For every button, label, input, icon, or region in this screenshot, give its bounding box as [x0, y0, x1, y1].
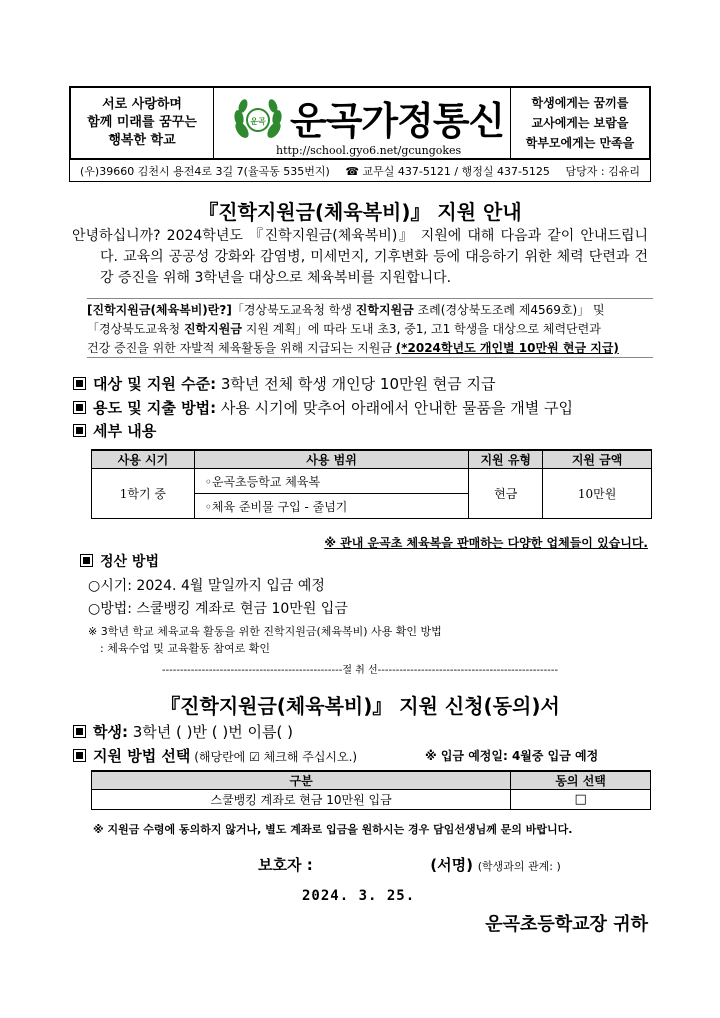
square-bullet-icon — [80, 554, 93, 567]
guardian-label: 보호자 : — [258, 856, 313, 874]
col-amount: 지원 금액 — [543, 450, 652, 469]
deposit-note: ※ 입금 예정일: 4월중 입금 예정 — [425, 749, 599, 763]
definition-line-2 — [87, 320, 653, 339]
col-period: 사용 시기 — [92, 450, 195, 469]
definition-line-3 — [87, 339, 653, 358]
form-title: 『진학지원금(체육복비)』 지원 신청(동의)서 — [160, 694, 560, 718]
col-type: 지원 유형 — [469, 450, 543, 469]
student-fields[interactable]: 3학년 ( )반 ( )번 이름( ) — [127, 723, 293, 741]
usage-text: 사용 시기에 맞추어 아래에서 안내한 물품을 개별 구입 — [216, 399, 574, 417]
student-label: 학생: — [93, 723, 128, 741]
motto-parent: 학부모에게는 만족을 — [525, 136, 635, 150]
definition-line-1 — [87, 301, 653, 320]
col-consent: 동의 선택 — [511, 771, 651, 790]
settlement-note-1: ※ 3학년 학교 체육교육 활동을 위한 진학지원금(체육복비) 사용 확인 방법 — [88, 625, 442, 638]
masthead — [214, 88, 511, 158]
school-mottos — [510, 88, 649, 158]
section-detail — [73, 420, 156, 441]
signature-label[interactable]: (서명) — [430, 856, 473, 874]
emblem-text: 운곡 — [250, 117, 266, 126]
settlement-heading — [80, 551, 159, 571]
method-hint: (해당란에 ☑ 체크해 주십시오.) — [190, 750, 358, 764]
settlement-time: ○시기: 2024. 4월 말일까지 입금 예정 — [88, 578, 325, 594]
settlement-title: 정산 방법 — [100, 554, 159, 570]
def-text-1a: 「경상북도교육청 학생 — [231, 303, 356, 317]
col-range: 사용 범위 — [194, 450, 468, 469]
intro-text: 안녕하십니까? 2024학년도 『진학지원금(체육복비)』 지원에 대해 다음과 같이 안내드립니다. 교육의 공공성 강화와 감염병, 미세먼지, 기후변화 등에 대응하기 위한 체력 단련과 건강 증진을 위해 3학년을 대상으로 체육복비를 지원합니다. — [72, 228, 648, 286]
option-label: 스쿨뱅킹 계좌로 현금 10만원 입금 — [92, 790, 511, 810]
guardian-line — [258, 854, 561, 875]
cut-line: --------------------------------------------------절 취 선-------------------------------------------------- — [161, 665, 559, 676]
vendor-note-text: ※ 관내 운곡초 체육복을 판매하는 다양한 업체들이 있습니다. — [324, 536, 648, 550]
def-text-2b: 진학지원금 — [183, 322, 242, 336]
newsletter-header — [69, 86, 651, 160]
def-text-2c: 지원 계획」에 따라 도내 초3, 중1, 고1 학생을 대상으로 체력단련과 — [241, 322, 601, 336]
def-text-1b: 진학지원금 — [355, 303, 414, 317]
slogan-line-1: 서로 사랑하며 — [102, 97, 182, 112]
student-info — [73, 721, 293, 742]
def-text-3a: 건강 증진을 위한 자발적 체육활동을 위해 지급되는 지원금 — [87, 341, 396, 355]
detail-label: 세부 내용 — [93, 422, 157, 440]
target-text: 3학년 전체 학생 개인당 10만원 현금 지급 — [216, 375, 496, 393]
cell-period: 1학기 중 — [92, 469, 195, 519]
newsletter-title: 운곡가정통신 — [290, 99, 505, 143]
school-address: (우)39660 김천시 용전4로 3길 7(율곡동 535번지) — [80, 164, 330, 178]
settlement-note-2: : 체육수업 및 교육활동 참여로 확인 — [100, 642, 270, 655]
vendor-note — [324, 534, 648, 551]
section-target — [73, 373, 495, 394]
table-header-row — [92, 450, 652, 469]
definition-box — [87, 298, 653, 358]
settlement-method: ○방법: 스쿨뱅킹 계좌로 현금 10만원 입금 — [88, 601, 348, 617]
cell-type: 현금 — [469, 469, 543, 519]
slogan-line-2: 함께 미래를 꿈꾸는 — [87, 115, 197, 130]
method-select — [73, 745, 357, 766]
table-row — [92, 469, 652, 494]
relation-field[interactable]: (학생과의 관계: ) — [477, 860, 561, 873]
target-label: 대상 및 지원 수준: — [93, 375, 217, 393]
notice-title: 『진학지원금(체육복비)』 지원 안내 — [198, 200, 522, 224]
square-bullet-icon — [73, 401, 86, 414]
cell-range-1: ◦운곡초등학교 체육복 — [194, 469, 468, 494]
school-phone: ☎ 교무실 437-5121 / 행정실 437-5125 — [345, 164, 550, 178]
consent-note: ※ 지원금 수령에 동의하지 않거나, 별도 계좌로 입금을 원하시는 경우 담임선생님께 문의 바랍니다. — [93, 823, 573, 836]
school-slogan — [71, 88, 214, 158]
motto-student: 학생에게는 꿈끼를 — [531, 96, 629, 110]
square-bullet-icon — [73, 377, 86, 390]
definition-label: [진학지원금(체육복비)란?] — [87, 303, 232, 317]
contact-row — [69, 160, 651, 182]
cell-range-2: ◦체육 준비물 구입 - 줄넘기 — [194, 494, 468, 519]
usage-label: 용도 및 지출 방법: — [93, 399, 217, 417]
section-usage — [73, 397, 573, 418]
issue-date: 2024. 3. 25. — [302, 888, 416, 904]
consent-checkbox[interactable]: □ — [511, 790, 651, 810]
manager: 담당자 : 김유리 — [565, 164, 640, 178]
def-text-2a: 「경상북도교육청 — [87, 322, 184, 336]
col-category: 구분 — [92, 771, 511, 790]
motto-teacher: 교사에게는 보람을 — [531, 116, 629, 130]
usage-table — [91, 449, 652, 519]
method-label: 지원 방법 선택 — [93, 747, 191, 765]
cell-amount: 10만원 — [543, 469, 652, 519]
slogan-line-3: 행복한 학교 — [108, 133, 176, 148]
def-text-3b: (*2024학년도 개인별 10만원 현금 지급) — [395, 341, 619, 355]
principal-sign: 운곡초등학교장 귀하 — [485, 914, 648, 935]
intro-paragraph — [72, 226, 648, 289]
square-bullet-icon — [73, 424, 86, 437]
consent-table — [91, 770, 651, 810]
school-emblem-icon — [232, 94, 284, 146]
square-bullet-icon — [73, 749, 86, 762]
consent-header-row — [92, 771, 651, 790]
def-text-1c: 조례(경상북도조례 제4569호)」 및 — [413, 303, 605, 317]
school-url[interactable]: http://school.gyo6.net/gcungokes — [276, 144, 462, 157]
square-bullet-icon — [73, 725, 86, 738]
table-row — [92, 790, 651, 810]
